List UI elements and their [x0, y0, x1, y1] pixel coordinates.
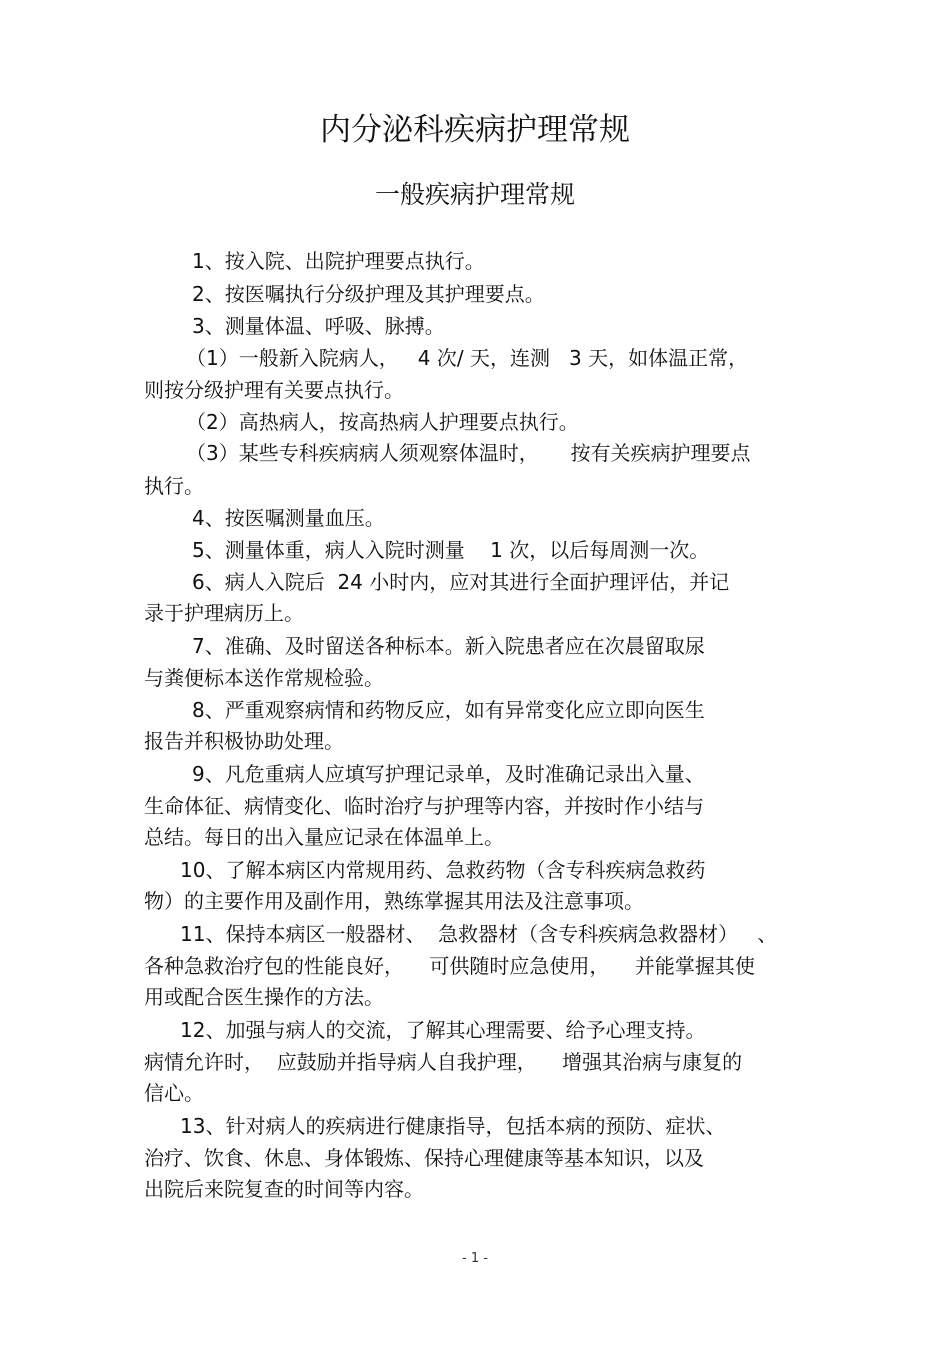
text-line: 病情允许时， 应鼓励并指导病人自我护理， 增强其治病与康复的: [144, 1050, 743, 1074]
text-line: 1、按入院、出院护理要点执行。: [192, 249, 485, 273]
text-line: 执行。: [144, 474, 204, 498]
text-line: 物）的主要作用及副作用，熟练掌握其用法及注意事项。: [144, 889, 644, 913]
text-line: （2）高热病人，按高热病人护理要点执行。: [186, 410, 579, 434]
text-line: 录于护理病历上。: [144, 601, 304, 625]
text-line: 9、凡危重病人应填写护理记录单，及时准确记录出入量、: [192, 762, 705, 786]
document-subtitle: 一般疾病护理常规: [374, 180, 575, 209]
text-line: 总结。每日的出入量应记录在体温单上。: [144, 825, 504, 849]
text-line: （1）一般新入院病人， 4 次/ 天，连测 3 天，如体温正常，: [186, 346, 749, 370]
text-line: 12、加强与病人的交流，了解其心理需要、给予心理支持。: [180, 1018, 706, 1042]
text-line: 报告并积极协助处理。: [144, 729, 344, 753]
text-line: 7、准确、及时留送各种标本。新入院患者应在次晨留取尿: [192, 634, 705, 658]
text-line: 11、保持本病区一般器材、 急救器材（含专科疾病急救器材） 、: [180, 922, 778, 946]
text-line: 3、测量体温、呼吸、脉搏。: [192, 314, 445, 338]
text-line: 4、按医嘱测量血压。: [192, 506, 385, 530]
text-line: 13、针对病人的疾病进行健康指导，包括本病的预防、症状、: [180, 1114, 726, 1138]
text-line: 生命体征、病情变化、临时治疗与护理等内容，并按时作小结与: [144, 794, 704, 818]
text-line: 用或配合医生操作的方法。: [144, 985, 384, 1009]
text-line: 信心。: [144, 1081, 204, 1105]
text-line: 治疗、饮食、休息、身体锻炼、保持心理健康等基本知识，以及: [144, 1146, 704, 1170]
text-line: 10、了解本病区内常规用药、急救药物（含专科疾病急救药: [180, 858, 706, 882]
text-line: 2、按医嘱执行分级护理及其护理要点。: [192, 282, 545, 306]
text-line: 与粪便标本送作常规检验。: [144, 666, 384, 690]
text-line: （3）某些专科疾病病人须观察体温时， 按有关疾病护理要点: [186, 441, 751, 465]
text-line: 6、病人入院后 24 小时内，应对其进行全面护理评估，并记: [192, 570, 730, 594]
page-number: - 1 -: [462, 1251, 488, 1266]
text-line: 5、测量体重，病人入院时测量 1 次，以后每周测一次。: [192, 538, 710, 562]
text-line: 8、严重观察病情和药物反应，如有异常变化应立即向医生: [192, 698, 705, 722]
text-line: 出院后来院复查的时间等内容。: [144, 1177, 424, 1201]
text-line: 各种急救治疗包的性能良好， 可供随时应急使用， 并能掌握其使: [144, 954, 755, 978]
document-title: 内分泌科疾病护理常规: [320, 112, 630, 148]
text-line: 则按分级护理有关要点执行。: [144, 378, 404, 402]
